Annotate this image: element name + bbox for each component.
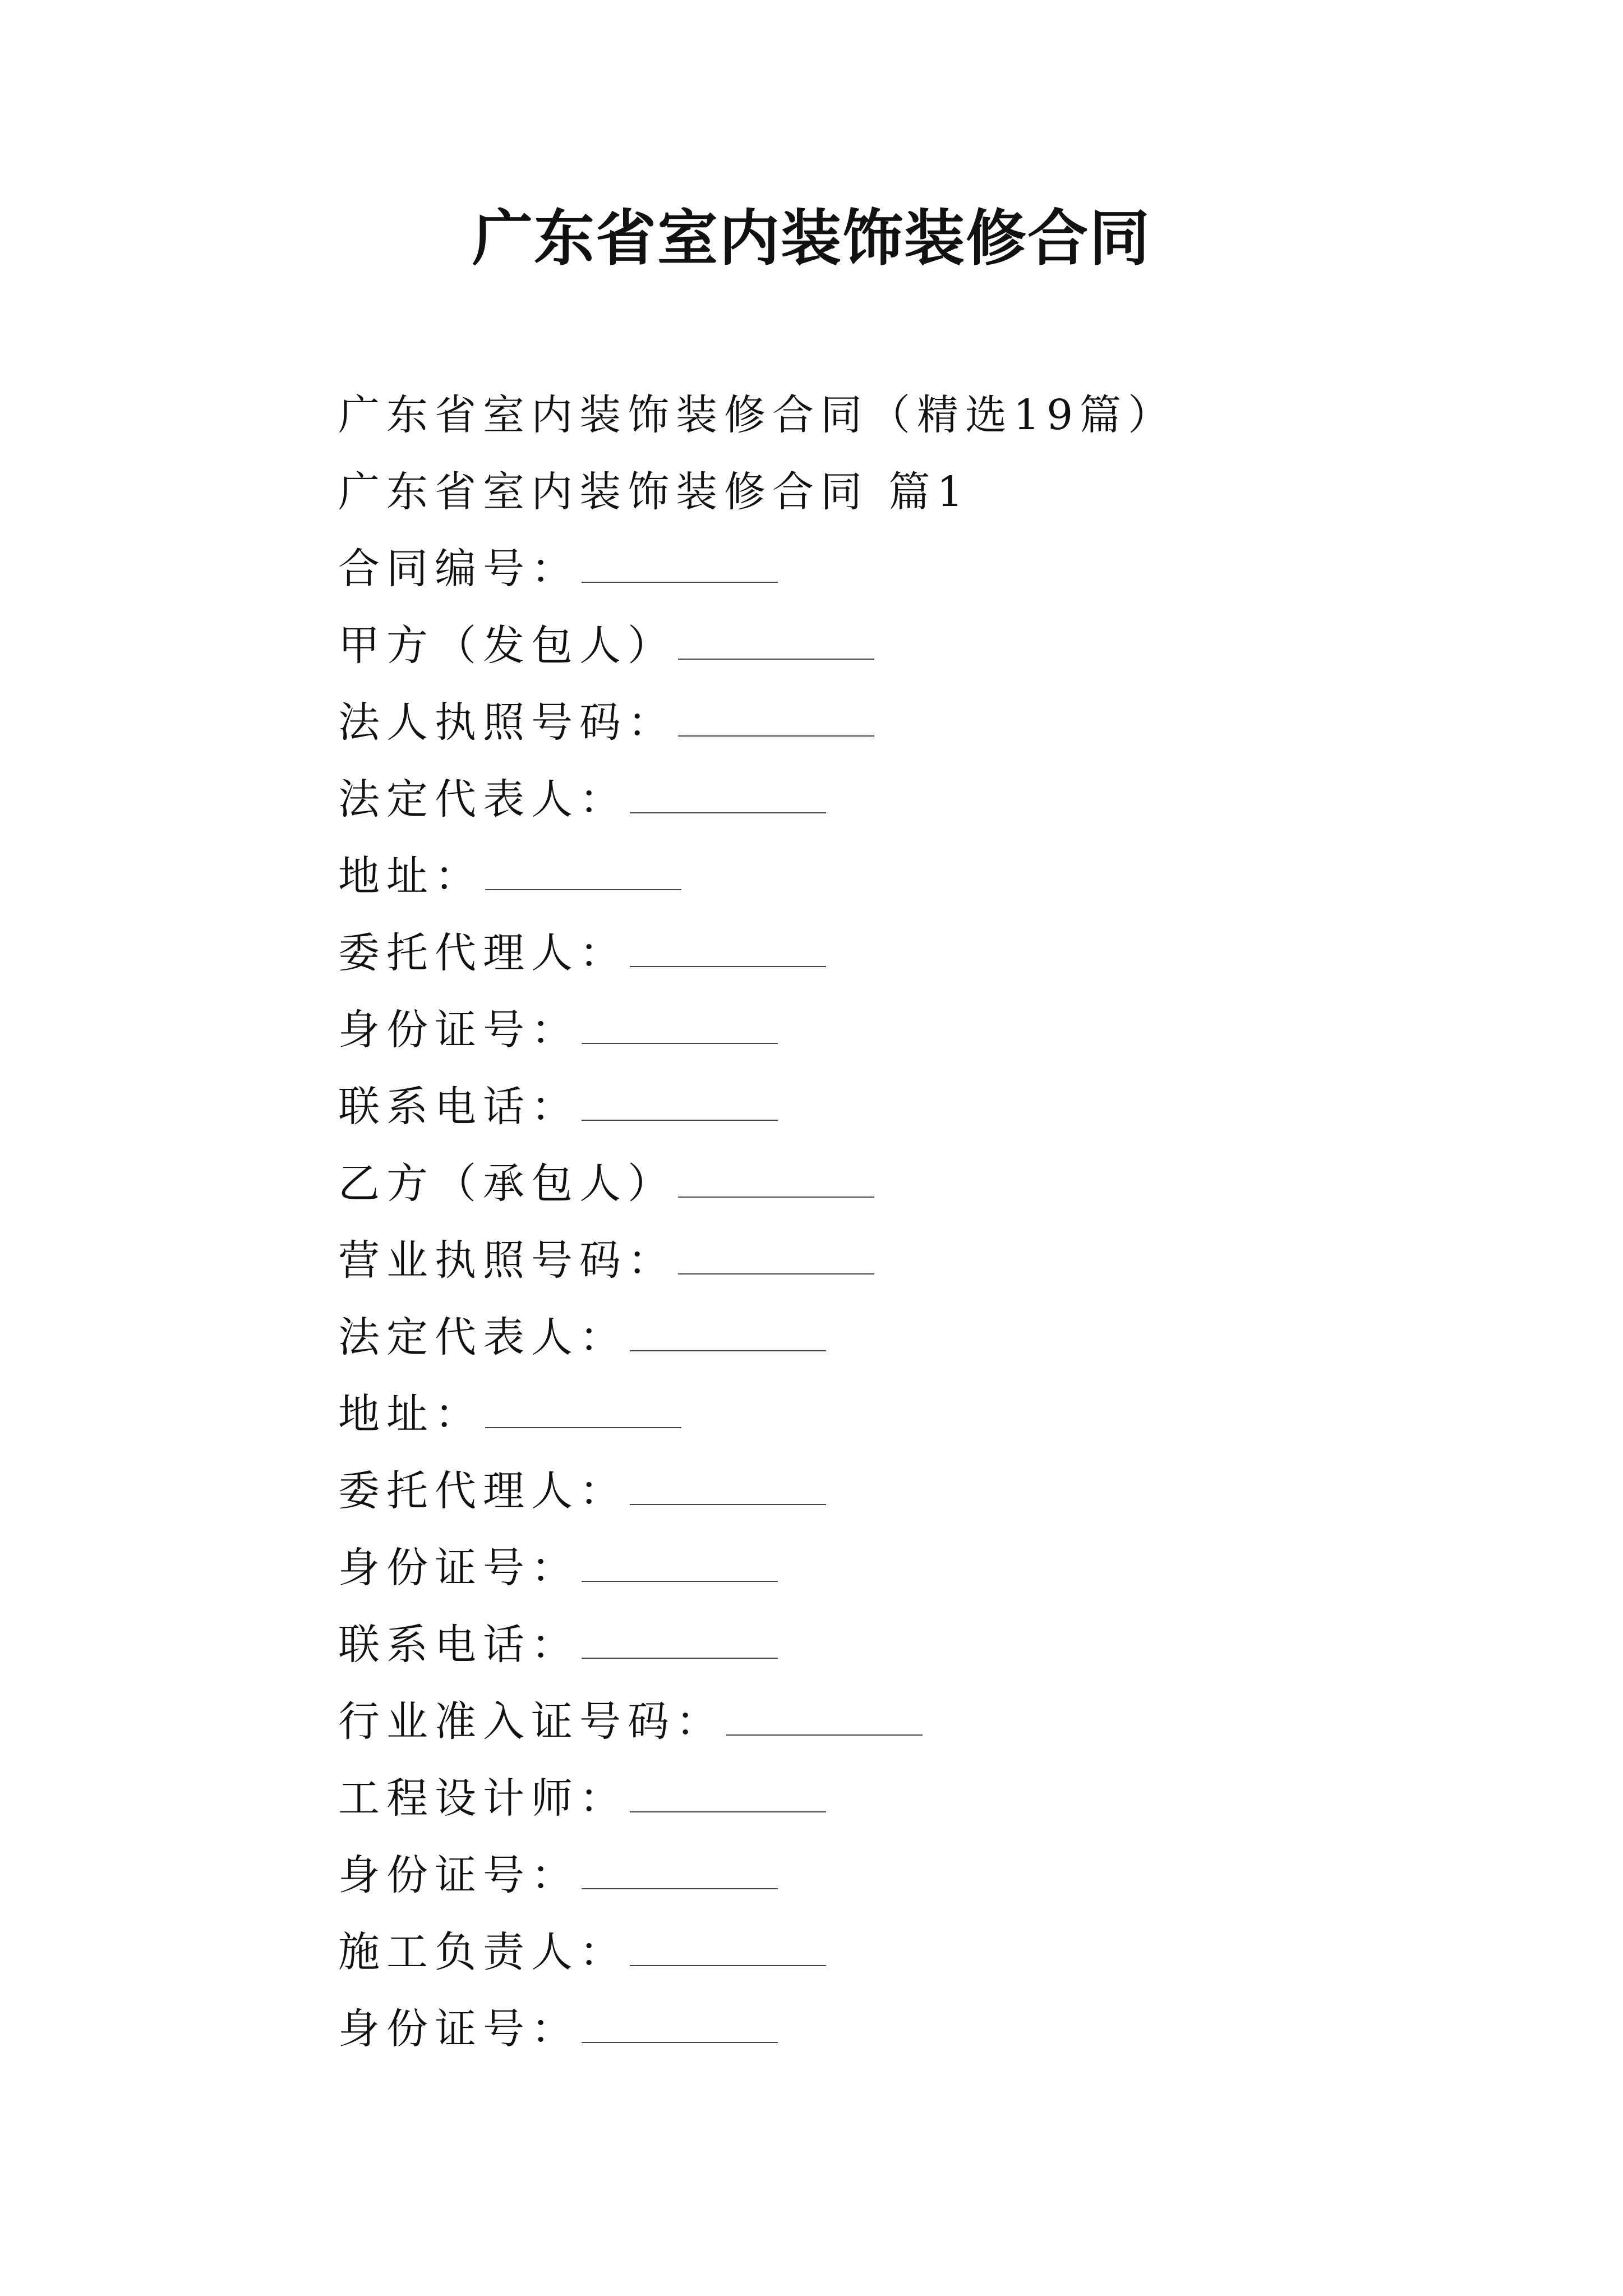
fill-in-blank [582, 2008, 778, 2043]
field-label: 地址： [338, 852, 483, 900]
field-label: 地址： [338, 1390, 483, 1438]
field-designer [338, 1760, 1460, 1837]
field-site-manager-id [338, 1991, 1460, 2068]
field-party-b [338, 1145, 1460, 1222]
fill-in-blank [678, 1163, 874, 1198]
fill-in-blank [582, 1009, 778, 1044]
field-party-b-phone [338, 1607, 1460, 1683]
field-designer-id [338, 1837, 1460, 1914]
field-label: 法人执照号码： [338, 698, 676, 747]
field-party-a-legal-rep [338, 761, 1460, 838]
document-body [338, 377, 1460, 2068]
field-industry-permit [338, 1683, 1460, 1760]
field-party-a-license [338, 684, 1460, 761]
field-site-manager [338, 1914, 1460, 1991]
field-party-b-address [338, 1376, 1460, 1453]
field-label: 法定代表人： [338, 1313, 628, 1361]
fill-in-blank [582, 1624, 778, 1659]
field-label: 身份证号： [338, 1006, 579, 1054]
field-label: 身份证号： [338, 1544, 579, 1592]
field-party-a-agent [338, 915, 1460, 992]
section-heading: 广东省室内装饰装修合同 篇1 [338, 468, 970, 516]
field-party-b-agent [338, 1453, 1460, 1530]
fill-in-blank [630, 1931, 826, 1966]
fill-in-blank [726, 1701, 923, 1736]
fill-in-blank [630, 1470, 826, 1505]
field-party-a-phone [338, 1069, 1460, 1145]
fill-in-blank [678, 625, 874, 660]
field-party-b-id [338, 1530, 1460, 1607]
fill-in-blank [630, 1778, 826, 1812]
document-subtitle: 广东省室内装饰装修合同（精选19篇） [338, 391, 1177, 439]
field-label: 乙方（承包人） [338, 1159, 676, 1208]
field-party-a-address [338, 838, 1460, 915]
fill-in-blank [678, 702, 874, 737]
fill-in-blank [485, 855, 681, 890]
field-label: 合同编号： [338, 545, 579, 593]
fill-in-blank [630, 779, 826, 813]
fill-in-blank [582, 548, 778, 583]
document-title: 广东省室内装饰装修合同 [472, 203, 1151, 274]
field-label: 甲方（发包人） [338, 622, 676, 670]
fill-in-blank [582, 1855, 778, 1889]
field-label: 工程设计师： [338, 1774, 628, 1823]
field-label: 委托代理人： [338, 1467, 628, 1515]
field-label: 委托代理人： [338, 929, 628, 977]
fill-in-blank [485, 1393, 681, 1428]
fill-in-blank [630, 932, 826, 967]
field-contract-number [338, 531, 1460, 608]
field-label: 联系电话： [338, 1083, 579, 1131]
field-label: 营业执照号码： [338, 1236, 676, 1285]
fill-in-blank [630, 1317, 826, 1351]
field-party-a [338, 608, 1460, 684]
field-label: 身份证号： [338, 1851, 579, 1899]
fill-in-blank [582, 1547, 778, 1582]
field-label: 联系电话： [338, 1621, 579, 1669]
field-party-a-id [338, 992, 1460, 1069]
fill-in-blank [678, 1240, 874, 1274]
field-label: 行业准入证号码： [338, 1697, 724, 1746]
field-party-b-legal-rep [338, 1299, 1460, 1376]
field-label: 施工负责人： [338, 1928, 628, 1976]
field-label: 法定代表人： [338, 775, 628, 823]
fill-in-blank [582, 1086, 778, 1121]
field-party-b-license [338, 1222, 1460, 1299]
field-label: 身份证号： [338, 2005, 579, 2053]
